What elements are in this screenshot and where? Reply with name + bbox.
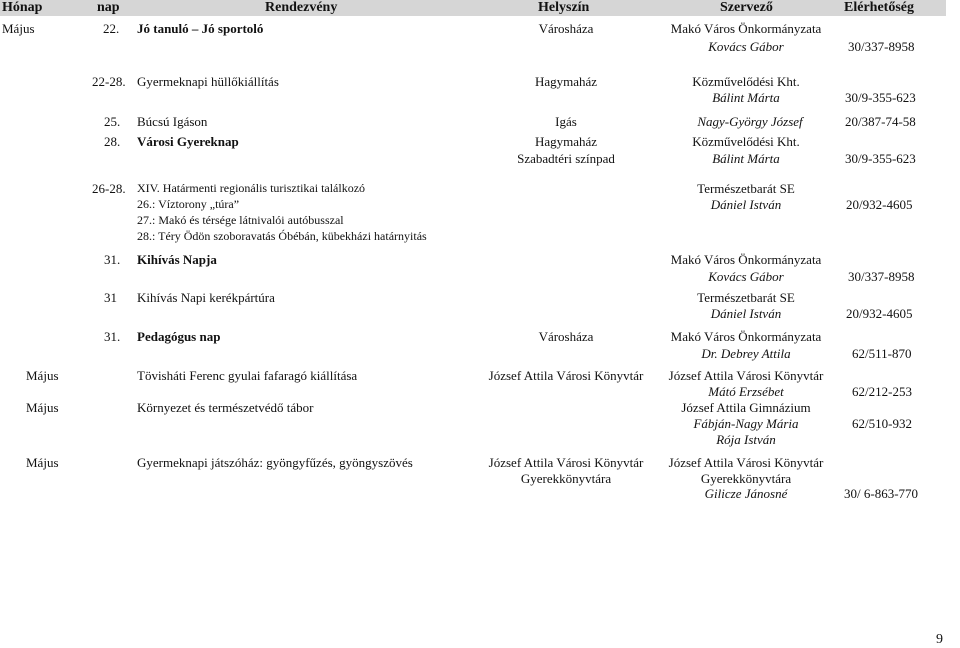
header-venue: Helyszín <box>538 0 590 15</box>
row-organizer: Közművelődési Kht. <box>692 74 800 89</box>
row-day: 25. <box>104 114 121 129</box>
row-event: Tövisháti Ferenc gyulai fafaragó kiállítása <box>137 368 358 383</box>
row-organizer: József Attila Városi Könyvtár <box>668 368 824 383</box>
row-day: 31. <box>104 329 121 344</box>
row-event: Városi Gyereknap <box>137 134 239 149</box>
row-venue: Városháza <box>538 21 594 36</box>
row-event: Kihívás Napi kerékpártúra <box>137 290 275 305</box>
row-venue-line2: Szabadtéri színpad <box>517 151 615 166</box>
table-header <box>0 0 946 16</box>
row-month: Május <box>26 368 59 383</box>
row-day: 28. <box>104 134 121 149</box>
row-contact-person: Gilicze Jánosné <box>704 486 788 501</box>
row-day: 22. <box>103 21 120 36</box>
row-venue: Hagymaház <box>534 74 598 89</box>
row-contact-person: Bálint Márta <box>712 90 780 105</box>
header-organizer: Szervező <box>720 0 773 15</box>
row-phone: 30/9-355-623 <box>845 151 916 166</box>
page-number: 9 <box>936 632 943 647</box>
row-event: Gyermeknapi hüllőkiállítás <box>137 74 279 89</box>
row-event: Pedagógus nap <box>137 329 221 344</box>
header-contact: Elérhetőség <box>844 0 914 15</box>
row-contact-person: Mátó Erzsébet <box>708 384 784 399</box>
row-phone: 30/337-8958 <box>848 39 915 54</box>
header-day: nap <box>97 0 120 15</box>
header-event: Rendezvény <box>265 0 338 15</box>
row-contact-person: Kovács Gábor <box>708 269 784 284</box>
row-day: 26-28. <box>92 181 126 196</box>
row-venue: József Attila Városi Könyvtár <box>488 368 644 383</box>
row-day: 22-28. <box>92 74 126 89</box>
row-organizer: Makó Város Önkormányzata <box>670 329 822 344</box>
row-phone: 62/212-253 <box>852 384 912 399</box>
row-event: Búcsú Igáson <box>137 114 208 129</box>
row-organizer: Makó Város Önkormányzata <box>670 21 822 36</box>
row-organizer: Közművelődési Kht. <box>692 134 800 149</box>
row-venue-line2: Gyerekkönyvtára <box>520 471 612 486</box>
row-phone: 20/932-4605 <box>846 197 913 212</box>
row-phone: 30/337-8958 <box>848 269 915 284</box>
row-contact-person: Kovács Gábor <box>708 39 784 54</box>
row-phone: 30/ 6-863-770 <box>844 486 919 501</box>
row-contact-person: Bálint Márta <box>712 151 780 166</box>
row-event: XIV. Határmenti regionális turisztikai találkozó <box>137 181 366 195</box>
row-day: 31. <box>104 252 121 267</box>
row-contact-person: Fábján-Nagy Mária <box>693 416 799 431</box>
row-event-line2: 26.: Víztorony „túra” <box>137 197 240 211</box>
row-contact-person: Dr. Debrey Attila <box>701 346 791 361</box>
row-contact-person: Dániel István <box>710 197 782 212</box>
row-month: Május <box>2 21 35 36</box>
row-organizer: József Attila Gimnázium <box>681 400 811 415</box>
row-event: Környezet és természetvédő tábor <box>137 400 314 415</box>
row-venue: Városháza <box>538 329 594 344</box>
row-contact-person: Dániel István <box>710 306 782 321</box>
row-month: Május <box>26 455 59 470</box>
row-event-line4: 28.: Téry Ödön szoboravatás Óbébán, kübekházi határnyitás <box>137 229 427 243</box>
row-organizer: Természetbarát SE <box>697 290 795 305</box>
row-venue: József Attila Városi Könyvtár <box>488 455 644 470</box>
row-contact-person: Nagy-György József <box>697 114 803 129</box>
row-phone: 62/511-870 <box>852 346 912 361</box>
row-organizer: Makó Város Önkormányzata <box>670 252 822 267</box>
row-organizer-line2: Gyerekkönyvtára <box>700 471 792 486</box>
row-month: Május <box>26 400 59 415</box>
row-event: Gyermeknapi játszóház: gyöngyfűzés, gyöngyszövés <box>137 455 413 470</box>
row-event-line3: 27.: Makó és térsége látnivalói autóbusszal <box>137 213 344 227</box>
row-event: Jó tanuló – Jó sportoló <box>137 21 264 36</box>
row-organizer: József Attila Városi Könyvtár <box>668 455 824 470</box>
row-organizer: Természetbarát SE <box>697 181 795 196</box>
row-phone: 20/387-74-58 <box>845 114 916 129</box>
row-venue: Hagymaház <box>534 134 598 149</box>
header-month: Hónap <box>2 0 43 15</box>
row-phone: 20/932-4605 <box>846 306 913 321</box>
row-venue: Igás <box>555 114 577 129</box>
row-phone: 30/9-355-623 <box>845 90 916 105</box>
row-contact-person-2: Rója István <box>716 432 776 447</box>
row-day: 31 <box>104 290 117 305</box>
row-event: Kihívás Napja <box>137 252 217 267</box>
row-phone: 62/510-932 <box>852 416 912 431</box>
